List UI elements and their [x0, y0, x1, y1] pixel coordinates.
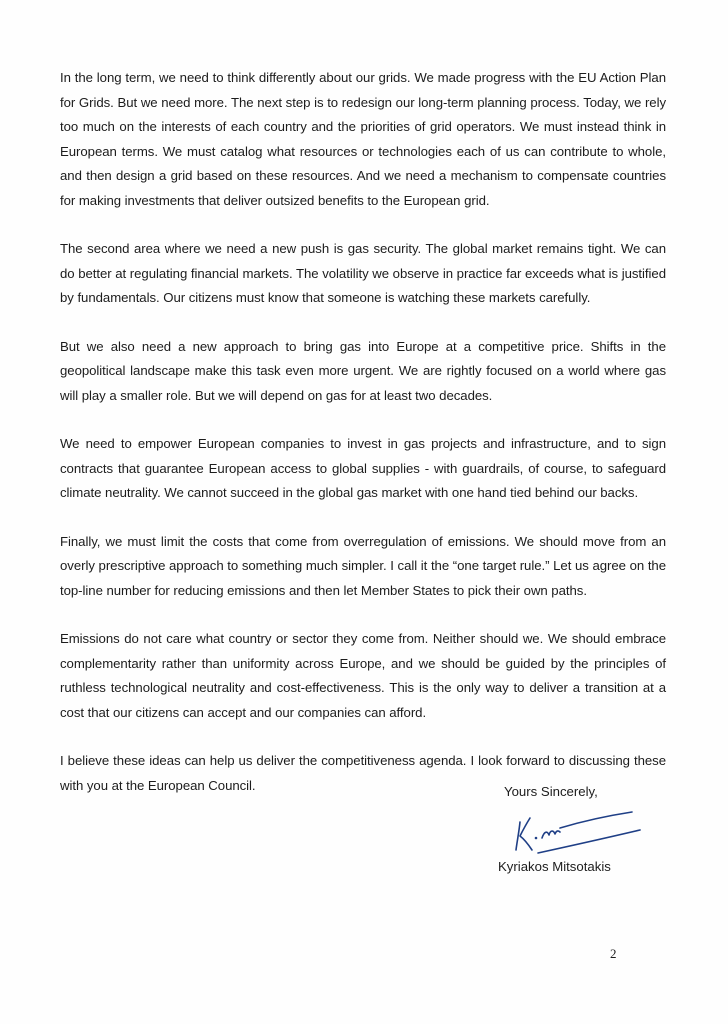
- signer-name: Kyriakos Mitsotakis: [498, 859, 611, 874]
- page-number: 2: [610, 946, 617, 961]
- paragraph-neutrality: Emissions do not care what country or sector they come from. Neither should we. We should embrace complementarity rather than uniformity across Europe, and we should be guided by the principles of ruthless technological neutrality and cost-effectiveness. This is the only way to deliver a transition at a cost that our citizens can accept and our companies can afford.: [60, 631, 666, 720]
- paragraph-conclusion: I believe these ideas can help us deliver the competitiveness agenda. I look forward to discussing these with you at the European Council.: [60, 753, 666, 793]
- paragraph-gas-investment: We need to empower European companies to invest in gas projects and infrastructure, and to sign contracts that guarantee European access to global supplies - with guardrails, of course, to safeguard climate neutrality. We cannot succeed in the global gas market with one hand tied behind our backs.: [60, 436, 666, 500]
- letter-body: [60, 66, 666, 822]
- handwritten-signature-icon: [508, 808, 644, 860]
- paragraph-grids: In the long term, we need to think differently about our grids. We made progress with the EU Action Plan for Grids. But we need more. The next step is to redesign our long-term planning process. Today, we rely too much on the interests of each country and the priorities of grid operators. We must instead think in European terms. We must catalog what resources or technologies each of us can contribute to whole, and then design a grid based on these resources. And we need a mechanism to compensate countries for making investments that deliver outsized benefits to the European grid.: [60, 70, 666, 208]
- paragraph-gas-security: The second area where we need a new push is gas security. The global market remains tight. We can do better at regulating financial markets. The volatility we observe in practice far exceeds what is justified by fundamentals. Our citizens must know that someone is watching these markets carefully.: [60, 241, 666, 305]
- paragraph-gas-pricing: But we also need a new approach to bring gas into Europe at a competitive price. Shifts in the geopolitical landscape make this task even more urgent. We are rightly focused on a world where gas will play a smaller role. But we will depend on gas for at least two decades.: [60, 338, 666, 403]
- paragraph-emissions-regulation: Finally, we must limit the costs that come from overregulation of emissions. We should move from an overly prescriptive approach to something much simpler. I call it the “one target rule.” Let us agree on the top-line number for reducing emissions and then let Member States to pick their own paths.: [60, 533, 666, 598]
- closing-salutation: Yours Sincerely,: [504, 784, 598, 799]
